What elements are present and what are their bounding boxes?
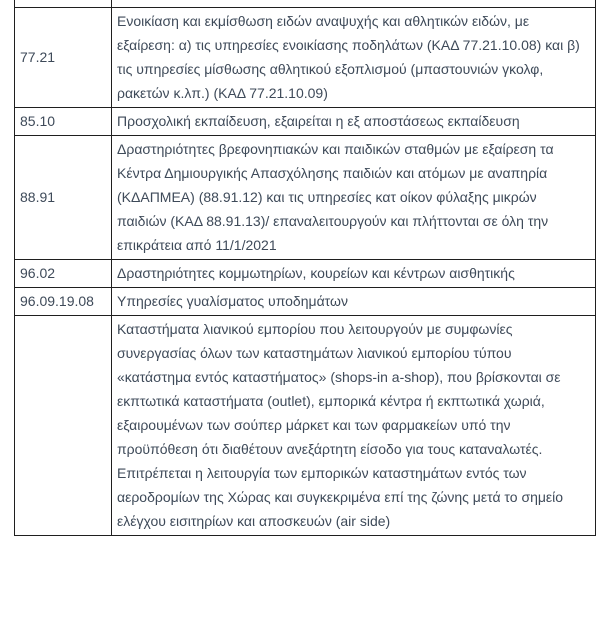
activity-description-cell: Ενοικίαση και εκμίσθωση ειδών αναψυχής και αθλητικών ειδών, με εξαίρεση: α) τις υπηρεσίες ενοικίασης ποδηλάτων (ΚΑΔ 77.21.10.08) και β) τις υπηρεσίες μίσθωσης αθλητικού εξοπλισμού (μπαστουνιών γκολφ, ρακετών κ.λπ.) (ΚΑΔ 77.21.10.09) [112,8,596,108]
document-table-container [14,0,596,536]
table-row [15,136,596,260]
activity-description-cell: Προσχολική εκπαίδευση, εξαιρείται η εξ αποστάσεως εκπαίδευση [112,108,596,136]
table-row [15,316,596,536]
kad-code-cell: 96.09.19.08 [15,288,112,316]
kad-code-cell: 88.91 [15,136,112,260]
kad-code-cell [15,0,112,8]
table-row [15,8,596,108]
kad-code-cell: 96.02 [15,260,112,288]
kad-table [14,0,596,536]
kad-code-cell: 85.10 [15,108,112,136]
kad-code-cell: 77.21 [15,8,112,108]
table-row [15,260,596,288]
kad-code-cell [15,316,112,536]
activity-description-cell: Καταστήματα λιανικού εμπορίου που λειτουργούν με συμφωνίες συνεργασίας όλων των καταστημάτων λιανικού εμπορίου τύπου «κατάστημα εντός καταστήματος» (shops-in a-shop), που βρίσκονται σε εκπτωτικά καταστήματα (outlet), εμπορικά κέντρα ή εκπτωτικά χωριά, εξαιρουμένων των σούπερ μάρκετ και των φαρμακείων υπό την προϋπόθεση ότι διαθέτουν ανεξάρτητη είσοδο για τους καταναλωτές. Επιτρέπεται η λειτουργία των εμπορικών καταστημάτων εντός των αεροδρομίων της Χώρας και συγκεκριμένα επί της ζώνης μετά το σημείο ελέγχου εισιτηρίων και αποσκευών (air side) [112,316,596,536]
activity-description-cell: Δραστηριότητες βρεφονηπιακών και παιδικών σταθμών με εξαίρεση τα Κέντρα Δημιουργικής Απασχόλησης παιδιών και ατόμων με αναπηρία (ΚΔΑΠΜΕΑ) (88.91.12) και τις υπηρεσίες κατ οίκον φύλαξης μικρών παιδιών (ΚΑΔ 88.91.13)/ επαναλειτουργούν και πλήττονται σε όλη την επικράτεια από 11/1/2021 [112,136,596,260]
table-row [15,108,596,136]
table-row [15,0,596,8]
table-row [15,288,596,316]
activity-description-cell: Υπηρεσίες γυαλίσματος υποδημάτων [112,288,596,316]
activity-description-cell: Δραστηριότητες κομμωτηρίων, κουρείων και κέντρων αισθητικής [112,260,596,288]
activity-description-cell [112,0,596,8]
